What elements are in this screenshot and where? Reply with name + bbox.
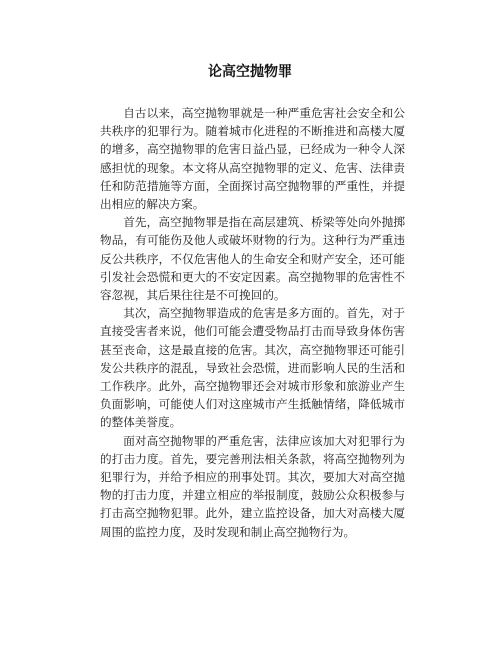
document-body <box>100 104 405 541</box>
document-title: 论高空抛物罪 <box>208 64 292 80</box>
paragraph-intro: 自古以来，高空抛物罪就是一种严重危害社会安全和公共秩序的犯罪行为。随着城市化进程的不断推进和高楼大厦的增多，高空抛物罪的危害日益凸显，已经成为一种令人深感担忧的现象。本文将从高空抛物罪的定义、危害、法律责任和防范措施等方面，全面探讨高空抛物罪的严重性，并提出相应的解决方案。 <box>100 106 405 212</box>
paragraph-definition: 首先，高空抛物罪是指在高层建筑、桥梁等处向外抛掷物品，有可能伤及他人或破坏财物的行为。这种行为严重违反公共秩序，不仅危害他人的生命安全和财产安全，还可能引发社会恐慌和更大的不安定因素。高空抛物罪的危害性不容忽视，其后果往往是不可挽回的。 <box>100 215 405 303</box>
paragraph-harms: 其次，高空抛物罪造成的危害是多方面的。首先，对于直接受害者来说，他们可能会遭受物品打击而导致身体伤害甚至丧命，这是最直接的危害。其次，高空抛物罪还可能引发公共秩序的混乱，导致社会恐慌，进而影响人民的生活和工作秩序。此外，高空抛物罪还会对城市形象和旅游业产生负面影响，可能使人们对这座城市产生抵触情绪，降低城市的整体美誉度。 <box>100 306 405 430</box>
paragraph-legal-measures: 面对高空抛物罪的严重危害，法律应该加大对犯罪行为的打击力度。首先，要完善刑法相关条款，将高空抛物列为犯罪行为，并给予相应的刑事处罚。其次，要加大对高空抛物的打击力度，并建立相应的举报制度，鼓励公众积极参与打击高空抛物犯罪。此外，建立监控设备，加大对高楼大厦周围的监控力度，及时发现和制止高空抛物行为。 <box>100 433 405 539</box>
